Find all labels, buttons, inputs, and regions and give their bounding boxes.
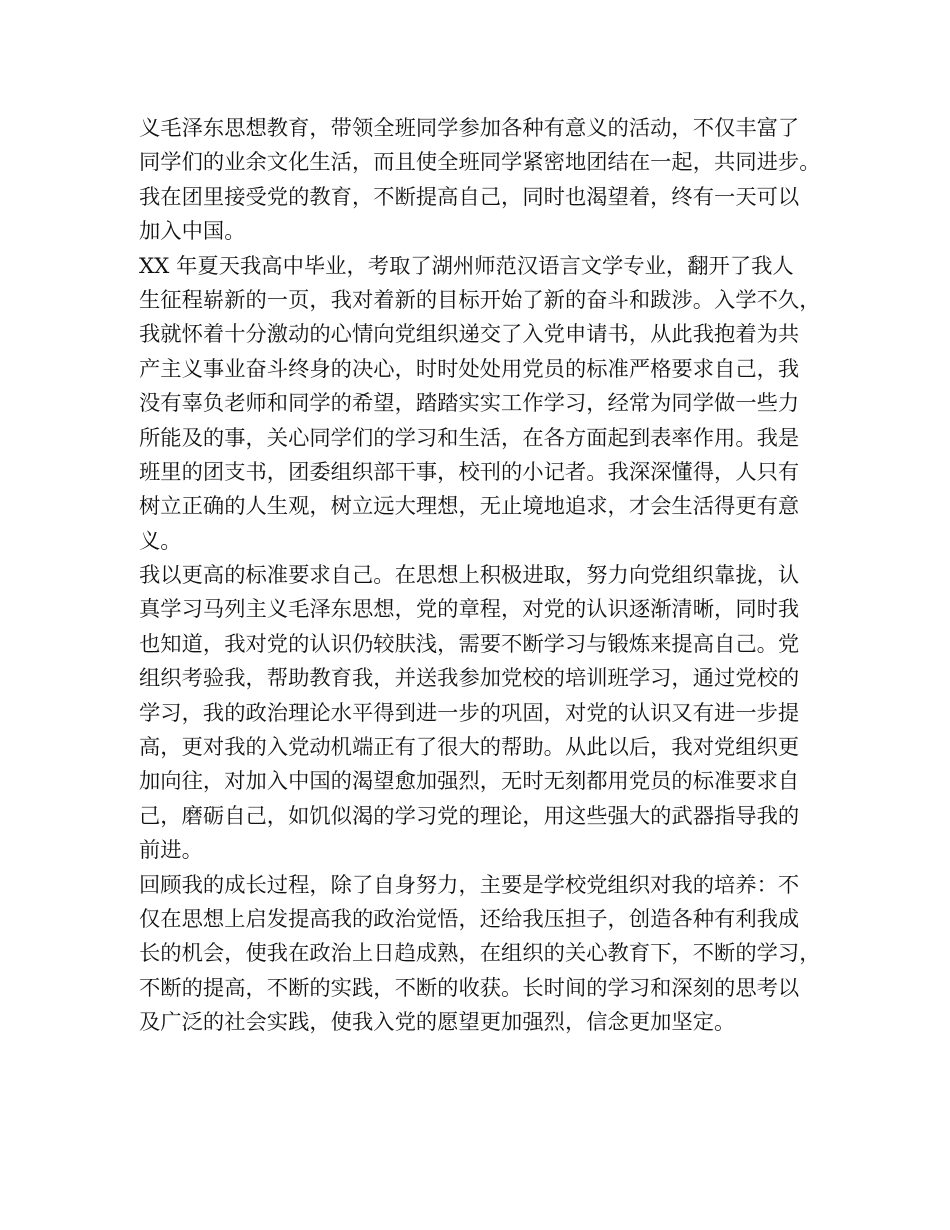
text-line: 产主义事业奋斗终身的决心，时时处处用党员的标准严格要求自己，我 xyxy=(139,356,800,382)
text-line: 长的机会，使我在政治上日趋成熟，在组织的关心教育下，不断的学习， xyxy=(139,941,821,967)
text-line: 树立正确的人生观，树立远大理想，无止境地追求，才会生活得更有意 xyxy=(139,494,800,520)
text-line: 班里的团支书，团委组织部干事，校刊的小记者。我深深懂得，人只有 xyxy=(139,459,800,485)
text-line: 生征程崭新的一页，我对着新的目标开始了新的奋斗和跋涉。入学不久， xyxy=(139,287,821,313)
text-line: 同学们的业余文化生活，而且使全班同学紧密地团结在一起，共同进步。 xyxy=(139,150,821,176)
document-body xyxy=(139,112,829,1041)
text-line: 我以更高的标准要求自己。在思想上积极进取，努力向党组织靠拢，认 xyxy=(139,563,800,589)
text-line: 义。 xyxy=(139,528,182,554)
text-line: 前进。 xyxy=(139,838,203,864)
text-line: 回顾我的成长过程，除了自身努力，主要是学校党组织对我的培养：不 xyxy=(139,872,800,898)
text-line: 我在团里接受党的教育，不断提高自己，同时也渴望着，终有一天可以 xyxy=(139,184,800,210)
text-line: 所能及的事，关心同学们的学习和生活，在各方面起到表率作用。我是 xyxy=(139,425,800,451)
text-line: 也知道，我对党的认识仍较肤浅，需要不断学习与锻炼来提高自己。党 xyxy=(139,631,800,657)
text-line: 加入中国。 xyxy=(139,219,246,245)
text-line: 高，更对我的入党动机端正有了很大的帮助。从此以后，我对党组织更 xyxy=(139,735,800,761)
text-line: 义毛泽东思想教育，带领全班同学参加各种有意义的活动，不仅丰富了 xyxy=(139,116,800,141)
text-line: 我就怀着十分激动的心情向党组织递交了入党申请书，从此我抱着为共 xyxy=(139,322,800,348)
text-line: 及广泛的社会实践，使我入党的愿望更加强烈，信念更加坚定。 xyxy=(139,1010,736,1036)
text-line: 仅在思想上启发提高我的政治觉悟，还给我压担子，创造各种有利我成 xyxy=(139,906,800,932)
text-line: XX 年夏天我高中毕业，考取了湖州师范汉语言文学专业，翻开了我人 xyxy=(139,253,794,279)
text-line: 加向往，对加入中国的渴望愈加强烈，无时无刻都用党员的标准要求自 xyxy=(139,769,800,795)
text-line: 没有辜负老师和同学的希望，踏踏实实工作学习，经常为同学做一些力 xyxy=(139,391,800,417)
text-line: 组织考验我，帮助教育我，并送我参加党校的培训班学习，通过党校的 xyxy=(139,666,800,692)
text-line: 真学习马列主义毛泽东思想，党的章程，对党的认识逐渐清晰，同时我 xyxy=(139,597,800,623)
text-line: 学习，我的政治理论水平得到进一步的巩固，对党的认识又有进一步提 xyxy=(139,700,800,726)
text-line: 不断的提高，不断的实践，不断的收获。长时间的学习和深刻的思考以 xyxy=(139,975,800,1001)
text-line: 己，磨砺自己，如饥似渴的学习党的理论，用这些强大的武器指导我的 xyxy=(139,803,800,829)
